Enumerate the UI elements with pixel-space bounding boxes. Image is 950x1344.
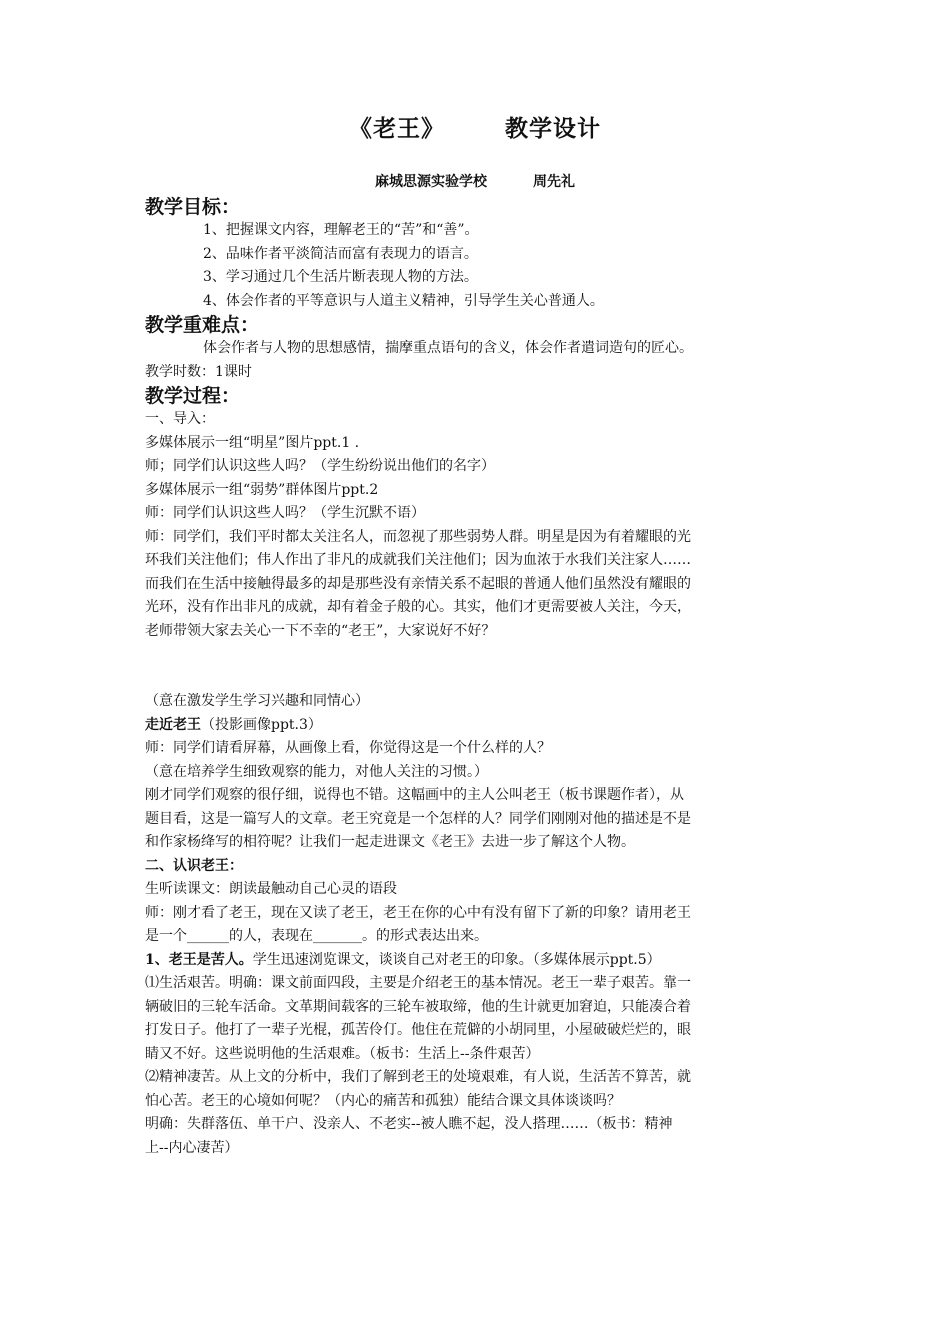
goal-item: 3、学习通过几个生活片断表现人物的方法。 — [203, 269, 478, 285]
goal-item: 4、体会作者的平等意识与人道主义精神，引导学生关心普通人。 — [203, 292, 604, 309]
title-right: 教学设计 — [505, 115, 601, 142]
intro-line: 老师带领大家去关心一下不幸的“老王”，大家说好不好？ — [145, 622, 496, 639]
intro-line: 师：同学们，我们平时都太关注名人，而忽视了那些弱势人群。明星是因为有着耀眼的光 — [145, 528, 691, 545]
document-title — [145, 110, 805, 143]
author-school: 麻城思源实验学校 — [375, 174, 487, 190]
bitter-line: ⑴生活艰苦。明确：课文前面四段，主要是介绍老王的基本情况。老王一辈子艰苦。靠一 — [145, 975, 691, 991]
goal-item: 2、品味作者平淡简洁而富有表现力的语言。 — [203, 245, 478, 262]
point-1-bold: 1、老王是苦人。 — [145, 951, 253, 968]
point-1-rest: 学生迅速浏览课文，谈谈自己对老王的印象。（多媒体展示ppt.5） — [252, 951, 661, 968]
key-points-text: 体会作者与人物的思想感情，揣摩重点语句的含义，体会作者遣词造句的匠心。 — [203, 340, 693, 356]
approach-line: 刚才同学们观察的很仔细，说得也不错。这幅画中的主人公叫老王（板书课题作者），从 — [145, 787, 684, 803]
intro-line: 而我们在生活中接触得最多的却是那些没有亲情关系不起眼的普通人他们虽然没有耀眼的 — [145, 575, 691, 592]
section-2-line: 生听读课文：朗读最触动自己心灵的语段 — [145, 881, 397, 897]
bitter-line: 打发日子。他打了一辈子光棍，孤苦伶仃。他住在荒僻的小胡同里，小屋破破烂烂的，眼 — [145, 1022, 691, 1038]
author-line — [145, 171, 805, 191]
intro-line: 光环，没有作出非凡的成就，却有着金子般的心。其实，他们才更需要被人关注，今天， — [145, 599, 691, 615]
intro-line: 多媒体展示一组“弱势”群体图片ppt.2 — [145, 481, 379, 498]
approach-line: 和作家杨绛写的相符呢？让我们一起走进课文《老王》去进一步了解这个人物。 — [145, 834, 635, 850]
bitter-line: ⑵精神凄苦。从上文的分析中，我们了解到老王的处境艰难，有人说，生活苦不算苦，就 — [145, 1069, 691, 1085]
heading-process: 教学过程： — [145, 385, 241, 407]
approach-line: 师：同学们请看屏幕，从画像上看，你觉得这是一个什么样的人？ — [145, 740, 551, 756]
document-page — [145, 110, 805, 1160]
spacer — [145, 643, 805, 690]
intro-line: 环我们关注他们；伟人作出了非凡的成就我们关注他们；因为血浓于水我们关注家人…… — [145, 552, 691, 568]
heading-key-points: 教学重难点： — [145, 314, 260, 336]
section-2-line: 是一个______的人，表现在_______。的形式表达出来。 — [145, 928, 488, 944]
intro-line: 一、导入： — [145, 411, 215, 427]
section-2-heading — [145, 855, 805, 879]
approach-bold: 走近老王 — [145, 716, 201, 733]
approach-line: 题目看，这是一篇写人的文章。老王究竟是一个怎样的人？同学们刚刚对他的描述是不是 — [145, 810, 691, 827]
approach-line: （意在培养学生细致观察的能力，对他人关注的习惯。） — [145, 763, 488, 780]
approach-rest: （投影画像ppt.3） — [201, 716, 322, 733]
intent-note: （意在激发学生学习兴趣和同情心） — [145, 693, 369, 709]
bitter-line: 明确：失群落伍、单干户、没亲人、不老实--被人瞧不起，没人搭理……（板书：精神 — [145, 1116, 673, 1132]
point-1 — [145, 949, 805, 973]
author-name: 周先礼 — [533, 174, 575, 190]
heading-goals: 教学目标： — [145, 196, 241, 218]
intro-line: 师：同学们认识这些人吗？（学生沉默不语） — [145, 505, 425, 521]
intro-line: 多媒体展示一组“明星”图片ppt.1 . — [145, 434, 360, 451]
bitter-line: 睛又不好。这些说明他的生活艰难。（板书：生活上--条件艰苦） — [145, 1045, 540, 1062]
section-2-line: 师：刚才看了老王，现在又读了老王，老王在你的心中有没有留下了新的印象？请用老王 — [145, 904, 691, 921]
title-left: 《老王》 — [349, 115, 445, 142]
bitter-line: 上--内心凄苦） — [145, 1139, 239, 1156]
bitter-line: 辆破旧的三轮车活命。文革期间载客的三轮车被取缔，他的生计就更加窘迫，只能凑合着 — [145, 998, 691, 1015]
intro-line: 师；同学们认识这些人吗？（学生纷纷说出他们的名字） — [145, 458, 495, 474]
bitter-line: 怕心苦。老王的心境如何呢？（内心的痛苦和孤独）能结合课文具体谈谈吗？ — [145, 1092, 621, 1109]
goal-item: 1、把握课文内容，理解老王的“苦”和“善”。 — [203, 222, 479, 238]
section-2-title: 二、认识老王： — [145, 857, 243, 874]
approach-heading — [145, 714, 805, 738]
teaching-hours: 教学时数：1课时 — [145, 363, 252, 380]
